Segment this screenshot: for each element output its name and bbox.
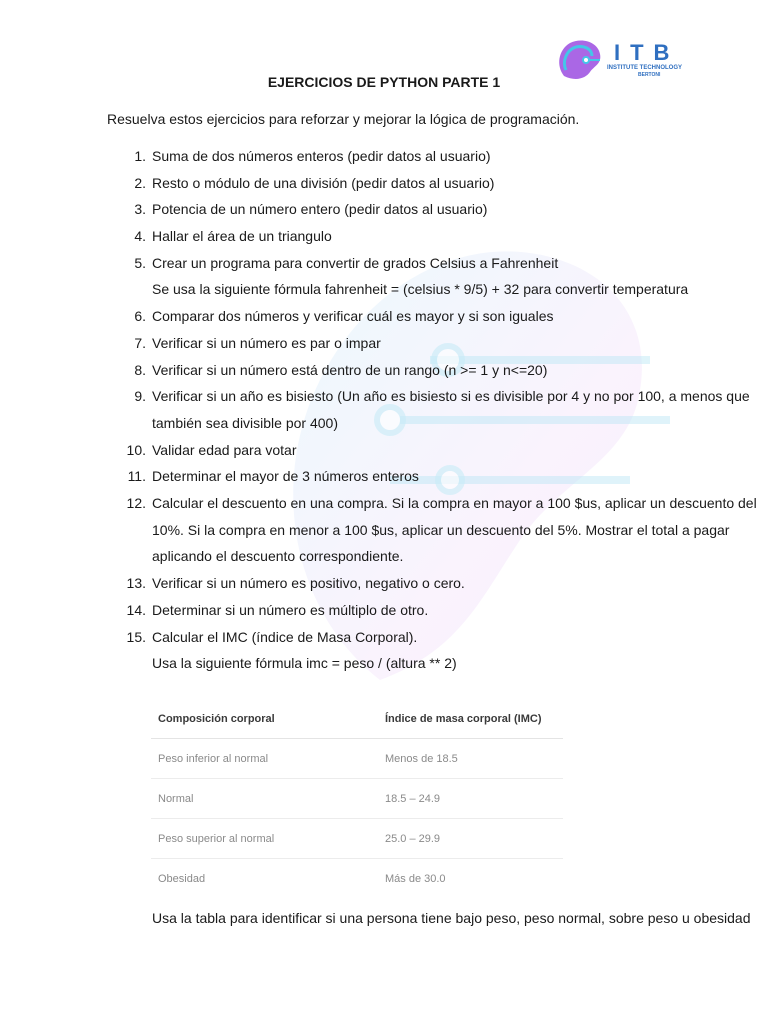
exercise-text: Hallar el área de un triangulo	[152, 228, 332, 245]
table-cell: Normal	[151, 779, 385, 819]
exercise-text: Determinar el mayor de 3 números enteros	[152, 468, 419, 485]
table-cell: Peso inferior al normal	[151, 739, 385, 779]
exercise-text: Verificar si un año es bisiesto (Un año es bisiesto si es divisible por 4 y no por 100, a menos que	[152, 388, 750, 405]
exercise-number: 5.	[134, 254, 146, 271]
exercise-text: Verificar si un número es par o impar	[152, 334, 381, 351]
exercise-number: 1.	[134, 148, 146, 164]
table-cell: Obesidad	[158, 872, 206, 885]
table-cell: 25.0 – 29.9	[385, 819, 563, 859]
exercise-number: 12.	[126, 495, 146, 512]
svg-text:INSTITUTE TECHNOLOGY: INSTITUTE TECHNOLOGY	[607, 65, 682, 71]
table-row	[151, 779, 563, 819]
exercise-text: Validar edad para votar	[152, 441, 297, 458]
svg-text:BERTONI: BERTONI	[638, 72, 661, 78]
exercise-number: 7.	[134, 334, 146, 351]
exercise-text: Potencia de un número entero (pedir datos al usuario)	[152, 201, 488, 218]
exercise-text: 10%. Si la compra en menor a 100 $us, aplicar un descuento del 5%. Mostrar el total a pagar	[152, 521, 730, 538]
table-cell: Más de 30.0	[385, 872, 446, 885]
svg-text:ITB: ITB	[614, 40, 680, 65]
exercise-text: también sea divisible por 400)	[152, 414, 338, 431]
exercise-text: Calcular el IMC (índice de Masa Corporal).	[152, 628, 418, 645]
exercise-number: 4.	[134, 228, 146, 245]
exercise-text: Determinar si un número es múltiplo de otro.	[152, 601, 429, 618]
table-row	[151, 859, 563, 899]
exercise-number: 2.	[134, 174, 146, 191]
exercise-text: Crear un programa para convertir de grados Celsius a Fahrenheit	[152, 254, 559, 271]
exercise-number: 13.	[126, 575, 146, 592]
exercise-text: Resto o módulo de una división (pedir datos al usuario)	[152, 174, 495, 191]
exercise-text: aplicando el descuento correspondiente.	[152, 548, 404, 565]
closing-instruction: Usa la tabla para identificar si una persona tiene bajo peso, peso normal, sobre peso u obesidad	[152, 910, 751, 926]
table-header-cell: Composición corporal	[151, 700, 385, 739]
bmi-table	[151, 700, 563, 898]
exercise-number: 14.	[126, 601, 146, 618]
exercise-text: Calcular el descuento en una compra. Si la compra en mayor a 100 $us, aplicar un descuento del	[152, 495, 757, 512]
table-cell: Peso superior al normal	[151, 819, 385, 859]
exercise-number: 6.	[134, 308, 146, 325]
exercise-number: 8.	[134, 361, 146, 378]
table-header-cell: Índice de masa corporal (IMC)	[385, 700, 563, 739]
table-cell: Menos de 18.5	[385, 739, 563, 779]
page-title: EJERCICIOS DE PYTHON PARTE 1	[267, 74, 501, 90]
exercise-number: 11.	[127, 468, 146, 485]
exercise-number: 15.	[126, 628, 146, 645]
exercise-number: 9.	[134, 388, 146, 405]
table-header-row	[151, 700, 563, 739]
exercise-text: Suma de dos números enteros (pedir datos al usuario)	[152, 148, 491, 164]
exercise-text: Se usa la siguiente fórmula fahrenheit = (celsius * 9/5) + 32 para convertir temperatura	[152, 281, 689, 298]
table-row	[151, 819, 563, 859]
exercise-text: Usa la siguiente fórmula imc = peso / (altura ** 2)	[152, 655, 457, 672]
table-row	[151, 739, 563, 779]
intro-paragraph: Resuelva estos ejercicios para reforzar y mejorar la lógica de programación.	[107, 111, 580, 127]
exercise-text: Verificar si un número está dentro de un rango (n >= 1 y n<=20)	[152, 361, 548, 378]
exercise-text: Comparar dos números y verificar cuál es mayor y si son iguales	[152, 308, 554, 325]
exercise-text: Verificar si un número es positivo, negativo o cero.	[152, 575, 465, 592]
exercise-number: 3.	[134, 201, 146, 218]
exercise-number: 10.	[126, 441, 146, 458]
table-cell: 18.5 – 24.9	[385, 779, 563, 819]
